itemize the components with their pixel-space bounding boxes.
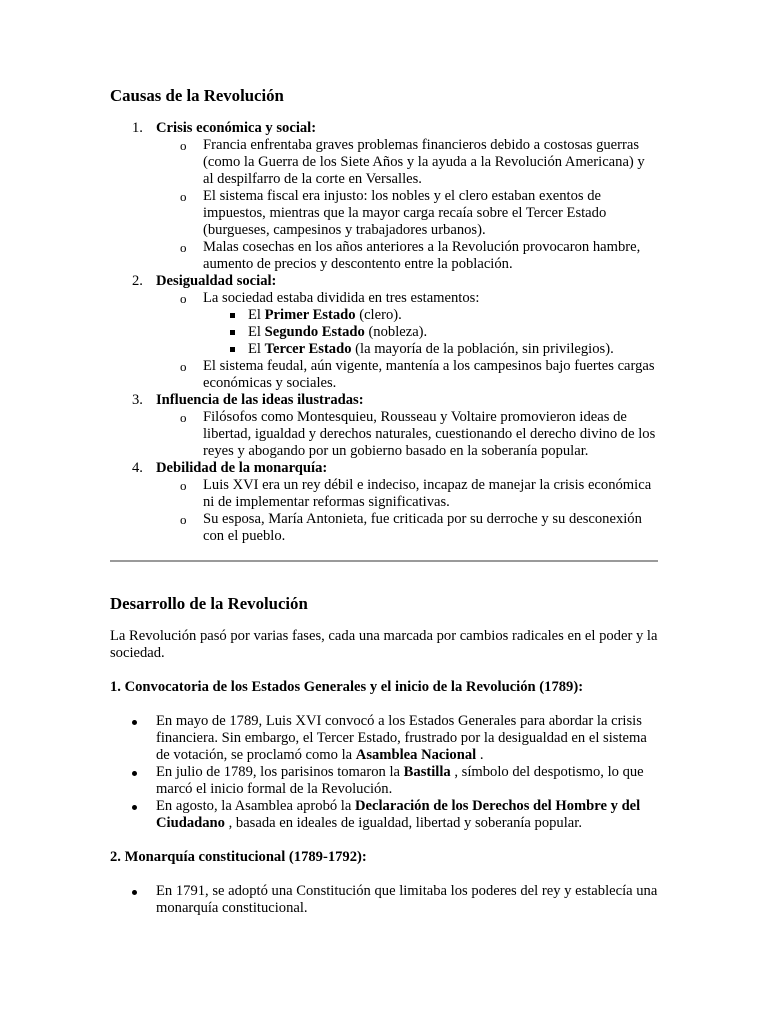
text-bold: Bastilla xyxy=(403,764,451,780)
list-item xyxy=(156,511,658,545)
list-item xyxy=(156,477,658,511)
square-bullet-icon xyxy=(230,313,235,318)
text-bold: Tercer Estado xyxy=(264,341,352,357)
desarrollo-intro: La Revolución pasó por varias fases, cada una marcada por cambios radicales en el poder y la sociedad. xyxy=(110,628,658,661)
sub-list xyxy=(156,477,658,545)
text-pre: En mayo de 1789, Luis XVI convocó a los Estados Generales para abordar la crisis financiera. Sin embargo, el Tercer Estado, frustrado por la desigualdad en el sistema de votación, se proclamó como la xyxy=(156,713,647,763)
item-heading: Debilidad de la monarquía: xyxy=(156,460,328,476)
phase2-list xyxy=(110,883,658,917)
list-item xyxy=(110,273,658,392)
text-bold: Declaración de los Derechos del Hombre y del Ciudadano xyxy=(156,798,641,831)
item-heading: Influencia de las ideas ilustradas: xyxy=(156,392,364,408)
text-bold: Asamblea Nacional xyxy=(355,747,477,763)
item-number: 4. xyxy=(132,460,143,476)
list-item xyxy=(110,883,658,917)
estamentos-list xyxy=(203,307,658,358)
circle-bullet-icon: o xyxy=(180,478,187,493)
circle-bullet-icon: o xyxy=(180,410,187,425)
sub-text: Su esposa, María Antonieta, fue criticada por su derroche y su desconexión con el pueblo. xyxy=(203,511,642,544)
desarrollo-title: Desarrollo de la Revolución xyxy=(110,594,308,613)
sub-list xyxy=(156,290,658,392)
sub-text: El sistema fiscal era injusto: los nobles y el clero estaban exentos de impuestos, mientras que la mayor carga recaía sobre el Tercer Estado (burgueses, campesinos y trabajadores urbanos). xyxy=(203,188,607,238)
sub-text: Filósofos como Montesquieu, Rousseau y Voltaire promovieron ideas de libertad, igualdad y derechos naturales, cuestionando el derecho divino de los reyes y abogando por un gobierno basado en la soberanía popular. xyxy=(203,409,656,459)
list-item xyxy=(203,324,658,341)
square-bullet-icon xyxy=(230,330,235,335)
sub-text: Malas cosechas en los años anteriores a la Revolución provocaron hambre, aumento de precios y descontento entre la población. xyxy=(203,239,641,272)
text-post: . xyxy=(476,747,484,763)
circle-bullet-icon: o xyxy=(180,359,187,374)
list-item xyxy=(110,713,658,764)
circle-bullet-icon: o xyxy=(180,138,187,153)
text-pre: En agosto, la Asamblea aprobó la xyxy=(156,798,355,814)
square-bullet-icon xyxy=(230,347,235,352)
circle-bullet-icon: o xyxy=(180,291,187,306)
circle-bullet-icon: o xyxy=(180,240,187,255)
section-divider xyxy=(110,560,658,562)
item-number: 3. xyxy=(132,392,143,408)
list-item xyxy=(203,307,658,324)
disc-bullet-icon xyxy=(132,890,137,895)
item-number: 2. xyxy=(132,273,143,289)
text-pre: El xyxy=(248,341,265,357)
list-item xyxy=(110,460,658,545)
disc-bullet-icon xyxy=(132,771,137,776)
text-post: (la mayoría de la población, sin privilegios). xyxy=(351,341,614,357)
phase1-heading: 1. Convocatoria de los Estados Generales y el inicio de la Revolución (1789): xyxy=(110,679,584,695)
text-post: (nobleza). xyxy=(364,324,428,340)
item-number: 1. xyxy=(132,120,143,136)
list-item xyxy=(156,358,658,392)
text-bold: Segundo Estado xyxy=(264,324,365,340)
list-item xyxy=(110,764,658,798)
sub-list xyxy=(156,137,658,273)
text-pre: En julio de 1789, los parisinos tomaron la xyxy=(156,764,404,780)
text-pre: El xyxy=(248,307,265,323)
sub-text: Luis XVI era un rey débil e indeciso, incapaz de manejar la crisis económica ni de implementar reformas significativas. xyxy=(203,477,652,510)
text: En 1791, se adoptó una Constitución que limitaba los poderes del rey y establecía una monarquía constitucional. xyxy=(156,883,658,916)
causas-list xyxy=(110,120,658,545)
list-item xyxy=(110,392,658,460)
list-item xyxy=(156,409,658,460)
list-item xyxy=(156,137,658,188)
list-item xyxy=(156,290,658,358)
list-item xyxy=(110,798,658,832)
list-item xyxy=(156,239,658,273)
list-item xyxy=(110,120,658,273)
text-bold: Primer Estado xyxy=(264,307,356,323)
item-heading: Crisis económica y social: xyxy=(156,120,317,136)
circle-bullet-icon: o xyxy=(180,189,187,204)
disc-bullet-icon xyxy=(132,805,137,810)
text-pre: El xyxy=(248,324,265,340)
disc-bullet-icon xyxy=(132,720,137,725)
document-content xyxy=(110,0,658,917)
causas-title: Causas de la Revolución xyxy=(110,86,284,105)
text-post: (clero). xyxy=(355,307,402,323)
sub-list xyxy=(156,409,658,460)
phase2-heading: 2. Monarquía constitucional (1789-1792): xyxy=(110,849,367,865)
text-post: , símbolo del despotismo, lo que marcó el inicio formal de la Revolución. xyxy=(156,764,644,797)
list-item xyxy=(156,188,658,239)
text-post: , basada en ideales de igualdad, libertad y soberanía popular. xyxy=(224,815,582,831)
sub-text: La sociedad estaba dividida en tres estamentos: xyxy=(203,290,480,306)
item-heading: Desigualdad social: xyxy=(156,273,277,289)
phase1-list xyxy=(110,713,658,832)
sub-text: Francia enfrentaba graves problemas financieros debido a costosas guerras (como la Guerra de los Siete Años y la ayuda a la Revolución Americana) y al despilfarro de la corte en Versalles. xyxy=(203,137,645,187)
sub-text: El sistema feudal, aún vigente, mantenía a los campesinos bajo fuertes cargas económicas y sociales. xyxy=(203,358,655,391)
list-item xyxy=(203,341,658,358)
circle-bullet-icon: o xyxy=(180,512,187,527)
